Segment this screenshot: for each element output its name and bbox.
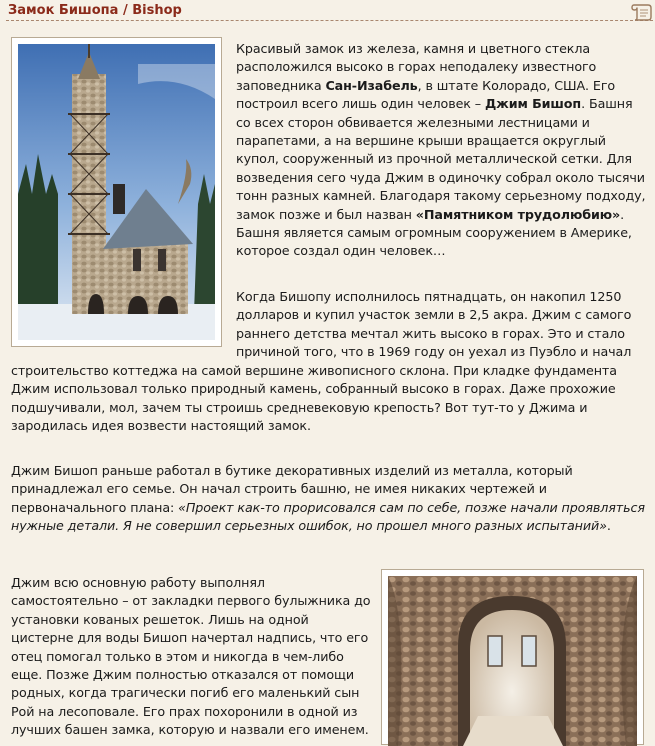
header-divider	[6, 20, 653, 21]
text-run: . Башня со всех сторон обвивается железными лестницами и парапетами, а на вершине крыши вращается округлый купол, сооруженный из прочной металлической сетки. Для возведения сего чуда Джим в одиночку собрал около тысячи тонн разных камней. Благодаря такому серьезному подходу, замок позже и был назван	[236, 96, 646, 222]
italic-quote: «Проект как-то прорисовался сам по себе, позже начали проявляться нужные детали. Я не совершил серьезных ошибок, но прошел много разных испытаний»	[11, 499, 645, 534]
paragraph-history-continued: строительство коттеджа на самой вершине живописного склона. При кладке фундамента Джим использовал только природный камень, собранный высоко в горах. Даже прохожие подшучивали, мол, зачем ты строишь средневековую крепость? Вот тут-то у Джима и зародилась идея возвести настоящий замок.	[11, 363, 617, 434]
article-header	[0, 0, 655, 26]
castle-photo	[11, 37, 222, 347]
bold-monument-name: «Памятником трудолюбию»	[415, 206, 621, 222]
interior-photo	[381, 569, 644, 745]
castle-photo-icon	[18, 44, 215, 340]
bold-place-name: Сан-Изабель	[325, 77, 418, 93]
paragraph-history	[236, 288, 650, 362]
text-run: , в штате Колорадо, США. Его построил всего лишь один человек –	[236, 77, 616, 112]
paragraph-intro	[236, 40, 650, 261]
paragraph-origin	[11, 462, 651, 536]
text-run: Джим Бишоп раньше работал в бутике декоративных изделий из металла, который принадлежал его семье. Он начал строить башню, не имея никаких чертежей и первоначального плана:	[11, 463, 573, 515]
text-run: Красивый замок из железа, камня и цветного стекла расположился высоко в горах неподалеку известного заповедника	[236, 41, 597, 93]
text-line: долларов и купил участок земли в 2,5 акра. Джим с самого	[236, 307, 632, 323]
text-line: Когда Бишопу исполнилось пятнадцать, он накопил 1250	[236, 289, 622, 304]
text-line: раннего детства мечтал жить высоко в горах. Это и стало	[236, 325, 625, 341]
stone-archway-photo-icon	[388, 576, 637, 746]
text-line: причиной того, что в 1969 году он уехал из Пуэбло и начал	[236, 344, 632, 360]
text-run: . Башня является самым огромным сооружением в Америке, которое создал один человек…	[236, 206, 632, 259]
page-title: Замок Бишопа / Bishop	[8, 3, 182, 18]
paragraph-work: Джим всю основную работу выполнял самостоятельно – от закладки первого булыжника до установки кованых решеток. Лишь на одной цистерне для воды Бишоп начертал надпись, что его отец помогал только в этом и никогда в чем-либо еще. Позже Джим полностью отказался от помощи родных, когда трагически погиб его маленький сын Рой на лесоповале. Его прах похоронили в одной из лучших башен замка, которую и назвали его именем.	[11, 575, 371, 738]
scroll-ornament-icon	[631, 2, 653, 22]
text-run: .	[606, 518, 611, 534]
bold-person-name: Джим Бишоп	[484, 96, 582, 112]
